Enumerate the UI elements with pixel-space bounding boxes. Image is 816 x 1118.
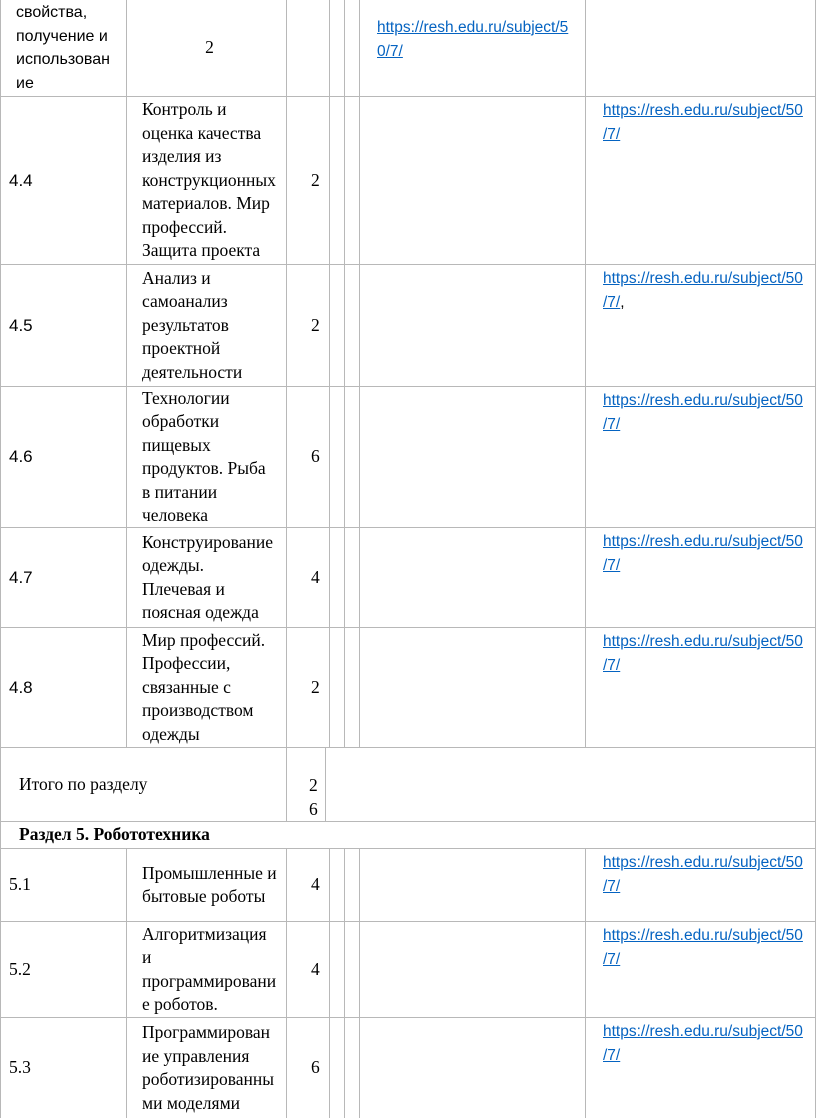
row-number: 4.6 (9, 447, 33, 467)
resource-link[interactable]: https://resh.edu.ru/subject/50 /7/ (603, 1023, 803, 1064)
total-label: Итого по разделу (19, 773, 148, 794)
empty-cell (360, 628, 586, 747)
hours-text: 4 (311, 958, 320, 979)
resource-link-wrap (377, 16, 585, 63)
resource-cell (360, 0, 586, 96)
resource-link[interactable]: https://resh.edu.ru/subject/50 /7/ (603, 633, 803, 674)
topic-text: Программирован ие управления роботизированны ми моделями (142, 1022, 275, 1113)
hours-text: 2 (205, 37, 214, 58)
resource-link-wrap (603, 389, 815, 436)
number-cell (0, 97, 127, 264)
section-total-row (0, 748, 816, 822)
hours-text: 2 (311, 169, 320, 190)
number-cell (0, 528, 127, 627)
hours-cell (287, 265, 330, 386)
resource-cell (586, 265, 816, 386)
row-number: 5.1 (9, 874, 31, 895)
number-cell (0, 265, 127, 386)
empty-cell (360, 922, 586, 1017)
resource-cell (586, 922, 816, 1017)
section-header-row (0, 822, 816, 849)
resource-cell (586, 849, 816, 921)
section-title: Раздел 5. Робототехника (19, 824, 210, 845)
hours-cell (287, 1018, 330, 1118)
empty-cell (345, 1018, 360, 1118)
table-row (0, 97, 816, 265)
empty-cell (330, 628, 345, 747)
resource-cell (586, 97, 816, 264)
empty-cell (345, 265, 360, 386)
hours-text: 6 (311, 446, 320, 467)
number-cell (0, 922, 127, 1017)
resource-link[interactable]: https://resh.edu.ru/subject/50 /7/ (603, 270, 803, 311)
topic-cell (127, 97, 287, 264)
topic-cell (127, 265, 287, 386)
empty-cell (360, 97, 586, 264)
table-row (0, 528, 816, 628)
empty-cell (330, 849, 345, 921)
topic-text: Мир профессий. Профессии, связанные с производством одежды (142, 629, 266, 744)
empty-cell (330, 0, 345, 96)
section-header-cell (0, 822, 816, 848)
empty-cell (330, 265, 345, 386)
resource-link[interactable]: https://resh.edu.ru/subject/5 0/7/ (377, 19, 569, 60)
empty-cell (586, 0, 816, 96)
empty-cell (345, 97, 360, 264)
total-hours-cell (287, 748, 326, 821)
empty-cell (326, 748, 816, 821)
hours-cell (287, 628, 330, 747)
table-row (0, 387, 816, 528)
hours-text: 4 (311, 566, 320, 587)
empty-cell (360, 1018, 586, 1118)
hours-cell (287, 922, 330, 1017)
number-cell (0, 387, 127, 527)
empty-cell (345, 387, 360, 527)
number-cell (0, 628, 127, 747)
hours-cell (127, 0, 287, 96)
resource-link[interactable]: https://resh.edu.ru/subject/50 /7/ (603, 533, 803, 574)
resource-link-wrap (603, 1020, 815, 1067)
topic-cell (127, 528, 287, 627)
resource-link-wrap (603, 99, 815, 146)
hours-text: 4 (311, 874, 320, 895)
number-cell (0, 849, 127, 921)
empty-cell (360, 265, 586, 386)
hours-cell (287, 387, 330, 527)
empty-cell (287, 0, 330, 96)
topic-cell (127, 387, 287, 527)
empty-cell (345, 628, 360, 747)
empty-cell (360, 387, 586, 527)
resource-link-wrap (603, 851, 815, 898)
hours-text: 2 (311, 676, 320, 697)
total-label-cell (0, 748, 287, 821)
empty-cell (345, 922, 360, 1017)
empty-cell (330, 387, 345, 527)
resource-link[interactable]: https://resh.edu.ru/subject/50 /7/ (603, 854, 803, 895)
resource-cell (586, 528, 816, 627)
resource-link-wrap (603, 924, 815, 971)
topic-cell (0, 0, 127, 96)
resource-cell (586, 1018, 816, 1118)
topic-cell (127, 922, 287, 1017)
empty-cell (345, 849, 360, 921)
hours-cell (287, 849, 330, 921)
resource-cell (586, 387, 816, 527)
topic-cell (127, 628, 287, 747)
topic-text: Конструирование одежды. Плечевая и поясная одежда (142, 531, 273, 622)
topic-text: Технологии обработки пищевых продуктов. Рыба в питании человека (142, 387, 266, 525)
topic-text: свойства, получение и использован ие (16, 4, 110, 92)
empty-cell (330, 97, 345, 264)
empty-cell (360, 528, 586, 627)
row-number: 4.7 (9, 567, 33, 587)
resource-link-wrap (603, 530, 815, 577)
table-row (0, 1018, 816, 1118)
resource-link[interactable]: https://resh.edu.ru/subject/50 /7/ (603, 927, 803, 968)
row-number: 5.3 (9, 1057, 31, 1078)
hours-cell (287, 528, 330, 627)
hours-cell (287, 97, 330, 264)
topic-cell (127, 849, 287, 921)
table-row (0, 849, 816, 922)
empty-cell (345, 528, 360, 627)
row-number: 4.8 (9, 677, 33, 697)
resource-cell (586, 628, 816, 747)
resource-link[interactable]: https://resh.edu.ru/subject/50 /7/ (603, 392, 803, 433)
empty-cell (330, 1018, 345, 1118)
hours-text: 6 (311, 1057, 320, 1078)
resource-link-wrap (603, 630, 815, 677)
row-number: 5.2 (9, 958, 31, 979)
table-row (0, 922, 816, 1018)
resource-link-wrap (603, 267, 815, 314)
empty-cell (330, 922, 345, 1017)
table-row (0, 0, 816, 97)
topic-text: Контроль и оценка качества изделия из конструкционных материалов. Мир профессий. Защита проекта (142, 99, 276, 261)
row-number: 4.4 (9, 170, 33, 190)
topic-text: Алгоритмизация и программировани е роботов. (142, 923, 277, 1014)
hours-text: 2 (311, 314, 320, 335)
resource-link[interactable]: https://resh.edu.ru/subject/50 /7/ (603, 102, 803, 143)
link-suffix: , (620, 293, 625, 311)
topic-cell (127, 1018, 287, 1118)
table-row (0, 628, 816, 748)
topic-text: Промышленные и бытовые роботы (142, 862, 277, 906)
total-hours: 26 (309, 775, 318, 819)
topic-text: Анализ и самоанализ результатов проектной деятельности (142, 267, 243, 382)
row-number: 4.5 (9, 315, 33, 335)
empty-cell (360, 849, 586, 921)
empty-cell (345, 0, 360, 96)
number-cell (0, 1018, 127, 1118)
table-row (0, 265, 816, 387)
empty-cell (330, 528, 345, 627)
